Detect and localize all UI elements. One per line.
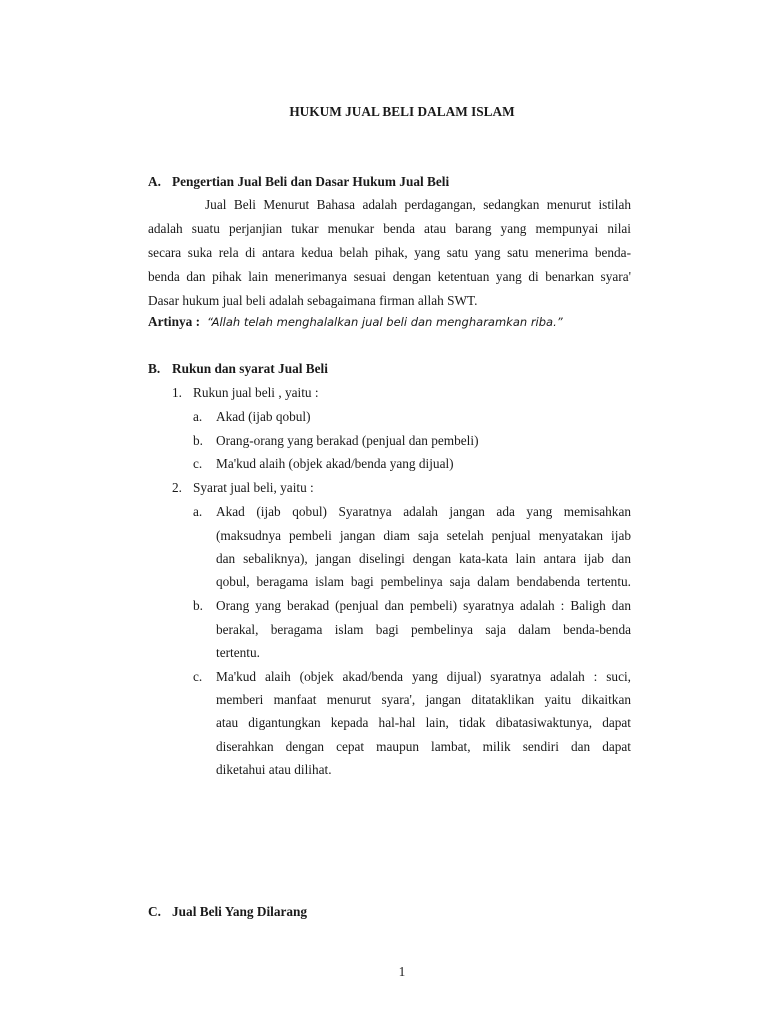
list-item-line: berakal, beragama islam bagi pembelinya saja dalam benda-benda [216,622,631,637]
paragraph-line: Dasar hukum jual beli adalah sebagaimana firman allah SWT. [148,293,478,308]
section-b-heading: Rukun dan syarat Jual Beli [172,361,328,376]
section-c-marker: C. [148,904,161,919]
list-item-line: tertentu. [216,645,260,660]
paragraph-line: adalah suatu perjanjian tukar menukar benda atau barang yang mempunyai nilai [148,221,631,236]
list-marker: 2. [172,480,182,495]
list-item-line: atau digantungkan kepada hal-hal lain, tidak dibatasiwaktunya, dapat [216,715,631,730]
list-item: Syarat jual beli, yaitu : [193,480,314,495]
list-item-line: qobul, beragama islam bagi pembelinya saja dalam bendabenda tertentu. [216,574,631,589]
artinya-label: Artinya : [148,314,201,329]
section-a-heading: Pengertian Jual Beli dan Dasar Hukum Jual Beli [172,174,450,189]
artinya-quote: “Allah telah menghalalkan jual beli dan mengharamkan riba.” [207,315,563,329]
page-number: 1 [398,964,406,979]
list-marker: a. [193,409,203,424]
list-marker: c. [193,456,203,471]
section-b-marker: B. [148,361,161,376]
list-marker: c. [193,669,203,684]
list-item: Rukun jual beli , yaitu : [193,385,319,400]
paragraph-line: secara suka rela di antara kedua belah pihak, yang satu yang satu menerima benda- [148,245,631,260]
list-marker: 1. [172,385,182,400]
list-item-line: memberi manfaat menurut syara', jangan ditataklikan yaitu dikaitkan [216,692,631,707]
list-item-line: dan sebaliknya), jangan diselingi dengan kata-kata lain antara ijab dan [216,551,631,566]
document-title: HUKUM JUAL BELI DALAM ISLAM [289,104,515,119]
list-marker: a. [193,504,203,519]
section-a-marker: A. [148,174,161,189]
list-item-line: Orang yang berakad (penjual dan pembeli) syaratnya adalah : Baligh dan [216,598,631,613]
section-c-heading: Jual Beli Yang Dilarang [172,904,308,919]
paragraph-line: Jual Beli Menurut Bahasa adalah perdagangan, sedangkan menurut istilah [205,197,631,212]
list-item-line: Ma'kud alaih (objek akad/benda yang dijual) syaratnya adalah : suci, [216,669,631,684]
paragraph-line: benda dan pihak lain menerimanya sesuai dengan ketentuan yang di benarkan syara' [148,269,631,284]
list-item: Akad (ijab qobul) [216,409,311,424]
list-marker: b. [193,598,203,613]
list-item-line: Akad (ijab qobul) Syaratnya adalah jangan ada yang memisahkan [216,504,631,519]
list-item-line: diketahui atau dilihat. [216,762,332,777]
list-item: Ma'kud alaih (objek akad/benda yang dijual) [216,456,454,471]
list-item: Orang-orang yang berakad (penjual dan pembeli) [216,433,479,448]
list-item-line: diserahkan dengan cepat maupun lambat, milik sendiri dan dapat [216,739,631,754]
list-item-line: (maksudnya pembeli jangan diam saja setelah penjual menyatakan ijab [216,528,631,543]
list-marker: b. [193,433,203,448]
